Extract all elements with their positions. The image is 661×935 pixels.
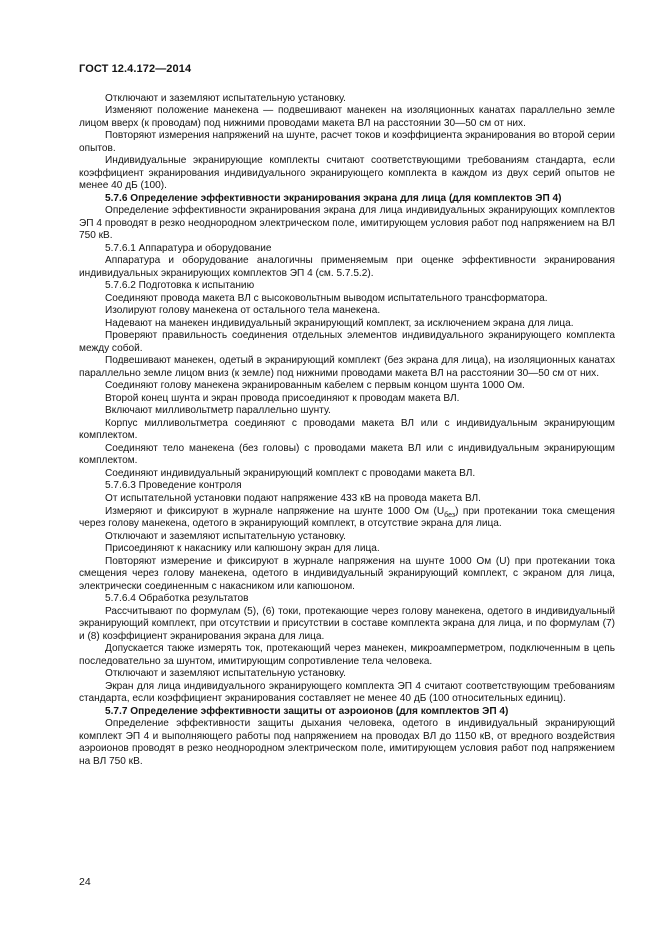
subsection-heading: 5.7.6.4 Обработка результатов: [105, 593, 249, 605]
measurement-text-start: Измеряют и фиксируют в журнале напряжение на шунте 1000 Ом (U: [105, 505, 445, 517]
paragraph: Определение эффективности экранирования экрана для лица индивидуальных экранирующих комплектов ЭП 4 проводят в резко неоднородном электрическом поле, имитирующем условия работ под напряжением на ВЛ 750 кВ.: [79, 205, 615, 242]
paragraph: Соединяют провода макета ВЛ с высоковольтным выводом испытательного трансформатора.: [105, 292, 548, 304]
paragraph: Аппаратура и оборудование аналогичны применяемым при оценке эффективности экранирования индивидуальных экранирующих комплектов ЭП 4 (см. 5.7.5.2).: [79, 255, 615, 279]
paragraph: Отключают и заземляют испытательную установку.: [105, 668, 346, 680]
subsection-heading: 5.7.6.2 Подготовка к испытанию: [105, 280, 255, 292]
paragraph: Допускается также измерять ток, протекающий через манекен, микроамперметром, подключенным в цепь последовательно за шунтом, имитирующим сопротивление тела человека.: [79, 643, 615, 667]
paragraph: Изолируют голову манекена от остального тела манекена.: [105, 305, 381, 317]
paragraph: Рассчитывают по формулам (5), (6) токи, протекающие через голову манекена, одетого в индивидуальный экранирующий комплект, при отсутствии и присутствии в составе комплекта экрана для лица, и по формулам (7) и (8) коэффициент экранирования экрана для лица.: [79, 605, 615, 642]
document-body: [79, 93, 615, 769]
paragraph: Проверяют правильность соединения отдельных элементов индивидуального экранирующего комплекта между собой.: [79, 330, 615, 354]
page-number: 24: [79, 876, 91, 888]
paragraph: Надевают на манекен индивидуальный экранирующий комплект, за исключением экрана для лица.: [105, 317, 574, 329]
paragraph: Соединяют тело манекена (без головы) с проводами макета ВЛ или с индивидуальным экранирующим комплектом.: [79, 442, 615, 467]
standard-header: ГОСТ 12.4.172—2014: [79, 63, 192, 75]
paragraph: Повторяют измерение и фиксируют в журнале напряжения на шунте 1000 Ом (U) при протекании тока смещения через голову манекена, одетого в индивидуальный экранирующий комплект, с экраном для лица, электрически соединенным с накасником или капюшоном.: [79, 555, 615, 592]
paragraph: Второй конец шунта и экран провода присоединяют к проводам макета ВЛ.: [105, 392, 460, 404]
paragraph: Изменяют положение манекена — подвешивают манекен на изоляционных канатах параллельно земле лицом вверх (к проводам) под нижними проводами макета ВЛ на расстоянии 30—50 см от них.: [79, 105, 615, 129]
paragraph: Соединяют голову манекена экранированным кабелем с первым концом шунта 1000 Ом.: [105, 380, 525, 392]
paragraph: Корпус милливольтметра соединяют с проводами макета ВЛ или с индивидуальным экранирующим комплектом.: [79, 417, 615, 442]
subscript-bez: без: [444, 511, 456, 519]
subsection-heading: 5.7.6.3 Проведение контроля: [105, 480, 242, 492]
paragraph: Присоединяют к накаснику или капюшону экран для лица.: [105, 543, 380, 555]
measurement-text-end: ) при протекании тока смещения через голову манекена, одетого в экранирующий комплект, в отсутствие экрана для лица.: [79, 505, 616, 530]
paragraph: Повторяют измерения напряжений на шунте, расчет токов и коэффициента экранирования во второй серии опытов.: [79, 130, 615, 154]
paragraph: Отключают и заземляют испытательную установку.: [105, 92, 346, 104]
paragraph: Подвешивают манекен, одетый в экранирующий комплект (без экрана для лица), на изоляционных канатах параллельно земле лицом вниз (к земле) под нижними проводами макета ВЛ на расстоянии 30—50 см от них.: [79, 355, 615, 379]
paragraph: Отключают и заземляют испытательную установку.: [105, 530, 346, 542]
paragraph: Определение эффективности защиты дыхания человека, одетого в индивидуальный экранирующий комплект ЭП 4 и выполняющего работы под напряжением на проводах ВЛ до 1150 кВ, от вредного воздействия аэроионов проводят в резко неоднородном электрическом поле, имитирующем условия работ под напряжением на ВЛ 750 кВ.: [79, 718, 615, 767]
paragraph: Соединяют индивидуальный экранирующий комплект с проводами макета ВЛ.: [105, 467, 476, 479]
paragraph: Индивидуальные экранирующие комплекты считают соответствующими требованиям стандарта, если коэффициент экранирования индивидуального экранирующего комплекта в каждом из двух серий опытов не менее 40 дБ (100).: [79, 155, 615, 192]
paragraph: Экран для лица индивидуального экранирующего комплекта ЭП 4 считают соответствующим требованиям стандарта, если коэффициент экранирования составляет не менее 40 дБ (100 относительных единиц).: [79, 680, 615, 705]
paragraph: Включают милливольтметр параллельно шунту.: [105, 405, 331, 417]
subsection-heading: 5.7.6.1 Аппаратура и оборудование: [105, 242, 272, 254]
section-heading-5-7-7: 5.7.7 Определение эффективности защиты от аэроионов (для комплектов ЭП 4): [105, 705, 509, 717]
paragraph-measurement: [79, 506, 615, 531]
section-heading-5-7-6: 5.7.6 Определение эффективности экранирования экрана для лица (для комплектов ЭП 4): [105, 192, 562, 204]
paragraph: От испытательной установки подают напряжение 433 кВ на провода макета ВЛ.: [105, 493, 481, 504]
